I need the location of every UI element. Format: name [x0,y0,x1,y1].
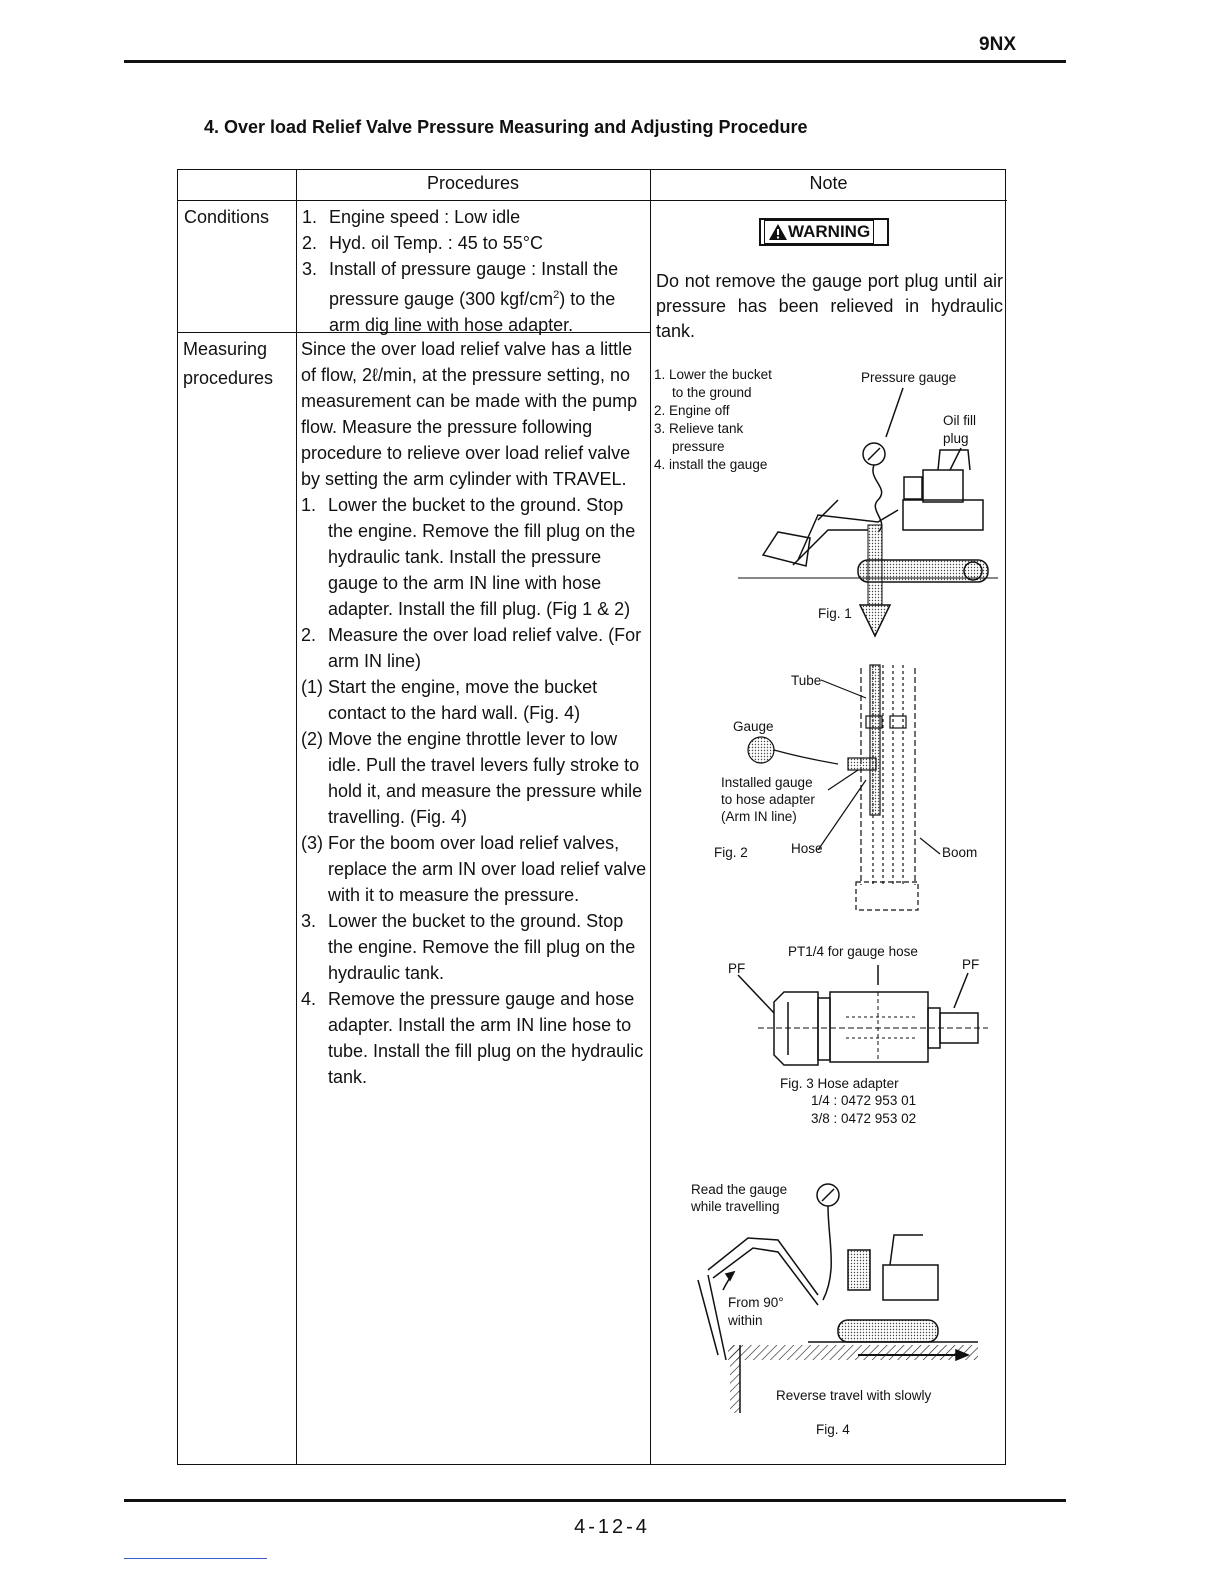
fig3-part-number-2: 3/8 : 0472 953 02 [811,1111,917,1126]
fig1-step-line: to the ground [672,385,752,400]
fig3-caption: Fig. 3 Hose adapter [780,1076,899,1091]
fig1-excavator-drawing [738,388,998,636]
fig2-caption: Fig. 2 [714,845,748,860]
procedure-step: 4. Remove the pressure gauge and hose adapter. Install the arm IN line hose to tube. Install the fill plug on the hydraulic tank. [301,989,644,1087]
fig1-plug-label: plug [943,431,969,446]
fig2-tube-label: Tube [791,673,822,688]
fig4-caption: Fig. 4 [816,1422,850,1437]
fig4-angle-label-1: From 90° [728,1295,784,1310]
fig4-read-label-1: Read the gauge [691,1182,788,1197]
fig4-excavator-drawing [698,1184,978,1413]
condition-item: 1. Engine speed : Low idle [302,207,521,227]
procedure-step: 2. Measure the over load relief valve. (For arm IN line) [301,625,642,671]
fig1-oil-fill-label: Oil fill [943,413,976,428]
footer-rule [124,1499,1066,1502]
fig3-hose-adapter-drawing [738,965,988,1065]
fig3-pt-label: PT1/4 for gauge hose [788,944,918,959]
fig3-pf-right-label: PF [962,957,980,972]
fig3-pf-left-label: PF [728,961,746,976]
warning-text: Do not remove the gauge port plug until air pressure has been relieved in hydraulic tank. [656,271,1003,341]
fig1-pressure-gauge-label: Pressure gauge [861,370,957,385]
fig2-installed-label-1: Installed gauge [721,775,813,790]
fig2-installed-label-2: to hose adapter [721,792,815,807]
document-code: 9NX [979,34,1016,55]
fig1-step-line: 4. install the gauge [654,457,768,472]
fig2-hose-label: Hose [791,841,823,856]
condition-item: 3. Install of pressure gauge : Install the pressure gauge (300 kgf/$cm^2$) to the arm dig line with hose adapter. [302,259,619,335]
fig4-reverse-label: Reverse travel with slowly [776,1388,932,1403]
fig4-read-label-2: while travelling [691,1199,780,1214]
fig1-step-line: pressure [672,439,725,454]
column-header-procedures: Procedures [426,173,520,193]
measuring-label-line-2: procedures [183,368,274,388]
fig2-gauge-label: Gauge [733,719,774,734]
procedure-step: 3. Lower the bucket to the ground. Stop the engine. Remove the fill plug on the hydraulic tank. [301,911,636,983]
fig1-caption: Fig. 1 [818,606,852,621]
fig1-step-line: 1. Lower the bucket [654,367,772,382]
section-title: 4. Over load Relief Valve Pressure Measuring and Adjusting Procedure [204,117,808,137]
intro-paragraph: Since the over load relief valve has a little of flow, 2ℓ/min, at the pressure setting, no measurement can be made with the pump flow. Measure the pressure following procedure to relieve over load relief valve by setting the arm cylinder with TRAVEL. [301,339,638,489]
procedure-substep: (2) Move the engine throttle lever to low idle. Pull the travel levers fully stroke to hold it, and measure the pressure while travelling. (Fig. 4) [301,729,643,827]
fig2-installed-label-3: (Arm IN line) [721,809,797,824]
header-rule [124,60,1066,63]
column-header-note: Note [809,173,848,193]
fig2-boom-label: Boom [942,845,978,860]
procedure-step: 1. Lower the bucket to the ground. Stop the engine. Remove the fill plug on the hydraulic tank. Install the pressure gauge to the arm IN line with hose adapter. Install the fill plug. (Fig 1 & 2) [301,495,636,619]
procedure-substep: (1) Start the engine, move the bucket contact to the hard wall. (Fig. 4) [301,677,598,723]
warning-label: WARNING [788,222,871,241]
footnote-separator [124,1558,267,1559]
conditions-label: Conditions [184,207,270,227]
figure-illustrations [178,170,1007,1466]
fig2-boom-section-drawing [748,665,940,910]
procedure-substep: (3) For the boom over load relief valves, replace the arm IN over load relief valve with it to measure the pressure. [301,833,647,905]
fig1-step-line: 2. Engine off [654,403,730,418]
fig1-step-line: 3. Relieve tank [654,421,744,436]
condition-item: 2. Hyd. oil Temp. : 45 to 55°C [302,233,543,253]
fig3-part-number-1: 1/4 : 0472 953 01 [811,1093,917,1108]
fig4-angle-label-2: within [728,1313,763,1328]
measuring-label-line-1: Measuring [183,339,268,359]
page-number: 4-12-4 [574,1516,650,1538]
procedure-table [177,169,1006,1465]
